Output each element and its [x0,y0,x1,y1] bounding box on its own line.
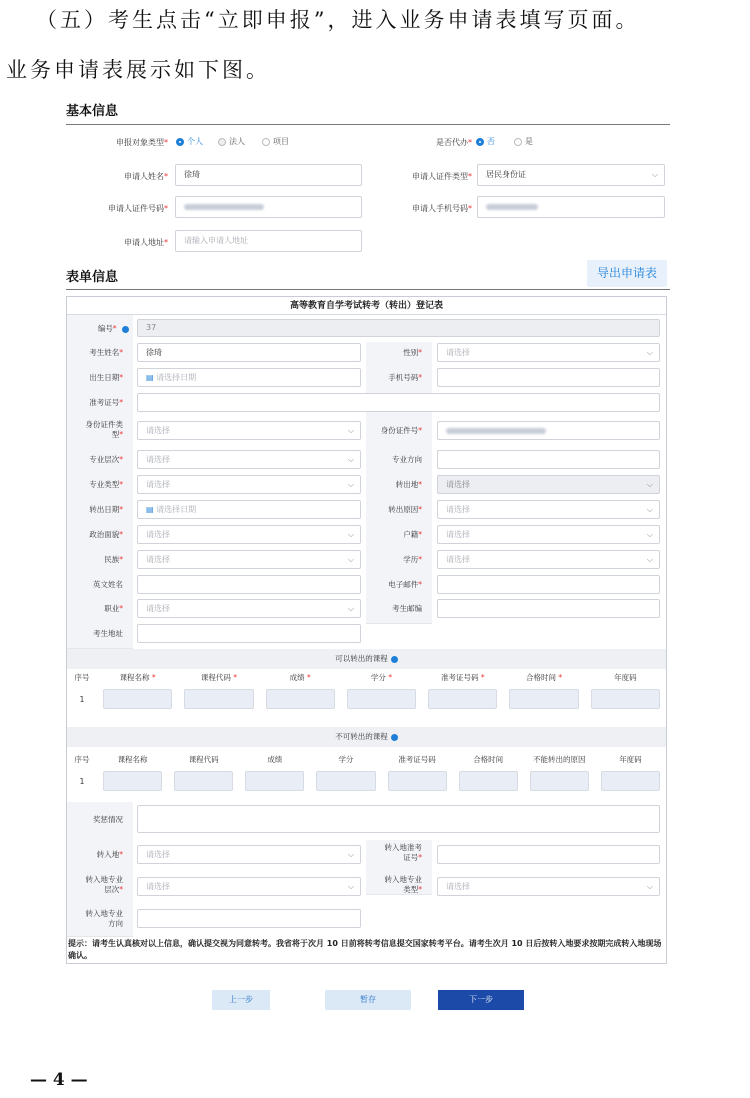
name-label: 申请人姓名* [124,172,168,181]
column-header: 课程代码 [188,755,219,764]
outplace-select: 请选择 ⌵ [437,475,660,494]
course-cell-input[interactable] [509,689,578,709]
reason-label: 转出原因* [388,505,422,514]
address-label: 考生地址 [93,629,123,638]
chevron-down-icon: ⌵ [347,604,354,613]
chevron-down-icon: ⌵ [651,170,658,179]
course-cell-input[interactable] [388,771,447,791]
chevron-down-icon: ⌵ [347,555,354,564]
required-mark: * [478,673,485,682]
course-cell-input[interactable] [347,689,416,709]
in-direction-input[interactable] [137,909,361,928]
reason-select[interactable]: 请选择 ⌵ [437,500,660,519]
award-input[interactable] [137,805,660,833]
postcode-label: 考生邮编 [392,604,422,613]
idno-label: 申请人证件号码* [108,204,168,213]
column-header: 合格时间 * [525,673,563,682]
email-input[interactable] [437,575,660,594]
ethnic-select[interactable]: 请选择 ⌵ [137,550,361,569]
chevron-down-icon: ⌵ [347,455,354,464]
column-header: 成绩 * [289,673,311,682]
column-header: 成绩 [267,755,283,764]
chevron-down-icon: ⌵ [347,882,354,891]
chevron-down-icon: ⌵ [347,480,354,489]
radio-proxy-no[interactable]: 否 [476,136,495,147]
in-direction-label: 转入地专业 方向 [85,909,123,928]
chevron-down-icon: ⌵ [347,850,354,859]
column-header: 课程代码 * [200,673,237,682]
column-header: 课程名称 [117,755,148,764]
required-mark: * [555,673,563,682]
huji-label: 户籍* [403,530,422,539]
column-header: 不能转出的原因 [533,755,586,764]
required-mark: * [304,673,311,682]
chevron-down-icon: ⌵ [347,426,354,435]
course-cell-input[interactable] [316,771,375,791]
phone-label: 手机号码* [388,373,422,382]
in-admission-label: 转入地准考 证号* [384,843,422,862]
course-cell-input[interactable] [184,689,253,709]
birth-label: 出生日期* [89,373,123,382]
in-level-select[interactable]: 请选择 ⌵ [137,877,361,896]
course-cell-input[interactable] [591,689,660,709]
idno-input[interactable] [437,421,660,440]
english-name-label: 英文姓名 [93,580,123,589]
huji-select[interactable]: 请选择 ⌵ [437,525,660,544]
chevron-down-icon: ⌵ [646,555,653,564]
applicant-address-input[interactable]: 请输入申请人地址 [175,230,362,252]
intro-line-1: （五）考生点击“立即申报”，进入业务申请表填写页面。 [36,8,640,32]
award-label: 奖惩情况 [93,815,123,824]
gender-label: 性别* [403,348,422,357]
direction-label: 专业方向 [392,455,422,464]
column-header: 序号 [74,673,90,682]
calendar-icon: ▤ [146,505,157,514]
course-cell-input[interactable] [174,771,233,791]
page-number: — 4 — [30,1070,88,1090]
tip-note: 提示：请考生认真核对以上信息，确认提交视为同意转考。我省将于次月 10 日前将转考信息提交国家转考平台。请考生次月 10 日后按转入地要求按期完成转入地现场确认。 [68,939,662,960]
chevron-down-icon: ⌵ [347,530,354,539]
applicant-name-input[interactable]: 徐琦 [175,164,362,186]
column-header: 年度码 [619,755,642,764]
export-form-button[interactable]: 导出申请表 [587,260,667,287]
political-select[interactable]: 请选择 ⌵ [137,525,361,544]
transferable-courses-header: 可以转出的课程 [67,649,666,669]
info-icon [122,326,129,333]
calendar-icon: ▤ [146,373,157,382]
gender-select[interactable]: 请选择 ⌵ [437,343,660,362]
course-cell-input[interactable] [266,689,335,709]
chevron-down-icon: ⌵ [646,882,653,891]
political-label: 政治面貌* [89,530,123,539]
serial-field: 37 [137,319,660,337]
info-icon [391,656,398,663]
divider [66,289,670,290]
inplace-select[interactable]: 请选择 ⌵ [137,845,361,864]
course-cell-input[interactable] [428,689,497,709]
radio-proxy-yes[interactable]: 是 [514,136,533,147]
direction-input[interactable] [437,450,660,469]
admission-label: 准考证号* [89,398,123,407]
phone-input[interactable] [437,368,660,387]
idtype-select[interactable]: 居民身份证 ⌵ [477,164,665,186]
idtype-label: 申请人证件类型* [412,172,472,181]
in-type-label: 转入地专业 类型* [384,875,422,894]
prev-step-button[interactable]: 上一步 [212,990,270,1010]
radio-individual[interactable]: 个人 [176,136,203,147]
column-header: 准考证号码 [398,755,436,764]
addr-label: 申请人地址* [124,238,168,247]
chevron-down-icon: ⌵ [646,480,653,489]
ethnic-label: 民族* [104,555,123,564]
in-type-select[interactable]: 请选择 ⌵ [437,877,660,896]
postcode-input[interactable] [437,599,660,618]
idtype-label: 身份证件类 型* [85,420,123,439]
idno-label: 身份证件号* [380,426,422,435]
level-select[interactable]: 请选择 ⌵ [137,450,361,469]
chevron-down-icon: ⌵ [646,530,653,539]
english-name-input[interactable] [137,575,361,594]
address-input[interactable] [137,624,361,643]
next-step-button[interactable]: 下一步 [438,990,524,1010]
registration-form [66,296,667,964]
column-header: 学分 [338,755,354,764]
basic-info-title: 基本信息 [66,104,119,119]
job-select[interactable]: 请选择 ⌵ [137,599,361,618]
nontransferable-courses-header: 不可转出的课程 [67,727,666,747]
student-name-input[interactable]: 徐琦 [137,343,361,362]
proxy-label: 是否代办* [436,138,472,147]
intro-line-2: 业务申请表展示如下图。 [6,58,270,82]
applicant-type-label: 申报对象类型* [116,138,168,147]
required-mark: * [149,673,156,682]
outdate-picker[interactable]: ▤ 请选择日期 [137,500,361,519]
column-header: 准考证号码 * [440,673,485,682]
edu-label: 学历* [403,555,422,564]
required-mark: * [230,673,237,682]
row-number: 1 [79,777,85,786]
column-header: 年度码 [614,673,637,682]
course-cell-input[interactable] [245,771,304,791]
column-header: 课程名称 * [119,673,156,682]
admission-no-input[interactable] [137,393,660,412]
edu-select[interactable]: 请选择 ⌵ [437,550,660,569]
in-admission-input[interactable] [437,845,660,864]
course-cell-input[interactable] [103,771,162,791]
radio-project[interactable]: 项目 [262,136,289,147]
course-cell-input[interactable] [601,771,660,791]
required-mark: * [385,673,393,682]
idtype-select[interactable]: 请选择 ⌵ [137,421,361,440]
divider [66,124,670,125]
column-header: 序号 [74,755,90,764]
inplace-label: 转入地* [96,850,123,859]
applicant-phone-input[interactable] [477,196,665,218]
applicant-idno-input[interactable] [175,196,362,218]
name-label: 考生姓名* [89,348,123,357]
outplace-label: 转出地* [395,480,422,489]
form-info-title: 表单信息 [66,270,119,285]
chevron-down-icon: ⌵ [646,505,653,514]
radio-legal-person[interactable]: 法人 [218,136,245,147]
chevron-down-icon: ⌵ [646,348,653,357]
mtype-label: 专业类型* [89,480,123,489]
save-draft-button[interactable]: 暂存 [325,990,411,1010]
level-label: 专业层次* [89,455,123,464]
phone-label: 申请人手机号码* [412,204,472,213]
column-header: 学分 * [370,673,393,682]
course-cell-input[interactable] [459,771,518,791]
in-level-label: 转入地专业 层次* [85,875,123,894]
birth-date-picker[interactable]: ▤ 请选择日期 [137,368,361,387]
mtype-select[interactable]: 请选择 ⌵ [137,475,361,494]
job-label: 职业* [104,604,123,613]
serial-label: 编号* [71,324,129,334]
email-label: 电子邮件* [388,580,422,589]
column-header: 合格时间 [473,755,504,764]
course-cell-input[interactable] [103,689,172,709]
info-icon [391,734,398,741]
form-title: 高等教育自学考试转考（转出）登记表 [67,297,666,315]
outdate-label: 转出日期* [89,505,123,514]
row-number: 1 [79,695,85,704]
course-cell-input[interactable] [530,771,589,791]
